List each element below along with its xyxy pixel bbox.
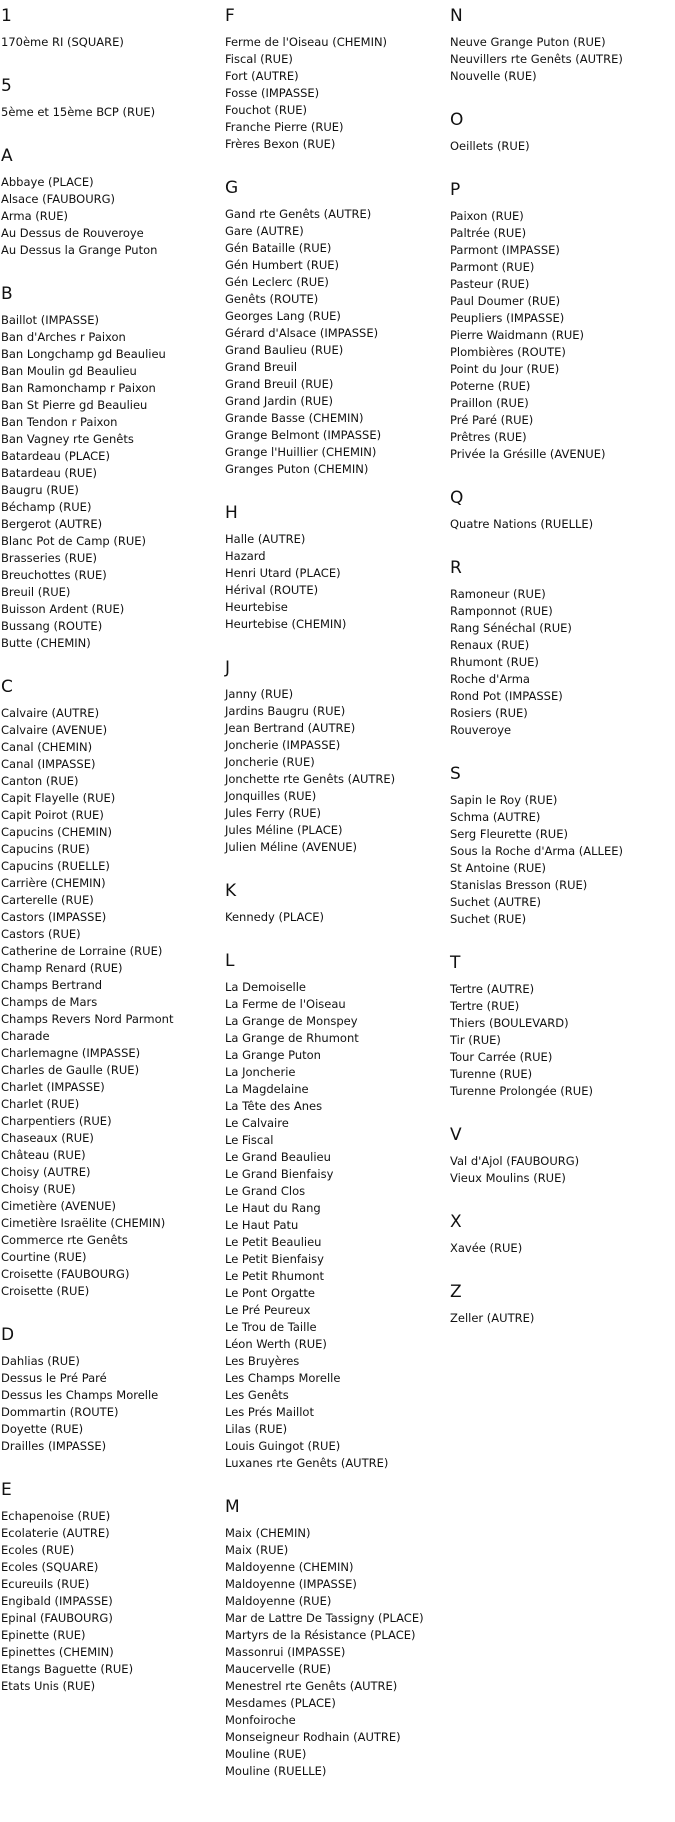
street-link[interactable]: Oeillets (RUE) — [450, 139, 530, 153]
street-link[interactable]: Baugru (RUE) — [1, 483, 79, 497]
street-link[interactable]: Tertre (AUTRE) — [450, 982, 535, 996]
street-link[interactable]: Champs Revers Nord Parmont — [1, 1012, 174, 1026]
street-link[interactable]: Praillon (RUE) — [450, 396, 529, 410]
letter-section — [225, 1495, 445, 1780]
letter-section — [450, 556, 670, 739]
street-link[interactable]: 5ème et 15ème BCP (RUE) — [1, 105, 156, 119]
street-link[interactable]: Breuil (RUE) — [1, 585, 71, 599]
street-link[interactable]: Tertre (RUE) — [450, 999, 520, 1013]
street-link[interactable]: Pasteur (RUE) — [450, 277, 530, 291]
street-link[interactable]: Ecolaterie (AUTRE) — [1, 1526, 110, 1540]
street-link[interactable]: Janny (RUE) — [225, 687, 294, 701]
street-link[interactable]: Peupliers (IMPASSE) — [450, 311, 565, 325]
street-link[interactable]: Paul Doumer (RUE) — [450, 294, 561, 308]
street-link[interactable]: Calvaire (AVENUE) — [1, 723, 108, 737]
street-link[interactable]: Dommartin (ROUTE) — [1, 1405, 119, 1419]
street-link[interactable]: Jonchette rte Genêts (AUTRE) — [225, 772, 396, 786]
street-link[interactable]: Calvaire (AUTRE) — [1, 706, 100, 720]
street-link[interactable]: Le Petit Bienfaisy — [225, 1252, 324, 1266]
letter-section — [450, 178, 670, 463]
section-letter-heading: T — [450, 953, 461, 973]
street-link[interactable]: Ban Tendon r Paixon — [1, 415, 118, 429]
street-link[interactable]: Cimetière Israëlite (CHEMIN) — [1, 1216, 166, 1230]
street-link[interactable]: Ban Vagney rte Genêts — [1, 432, 134, 446]
street-link[interactable]: Neuvillers rte Genêts (AUTRE) — [450, 52, 623, 66]
street-link[interactable]: Capit Flayelle (RUE) — [1, 791, 116, 805]
street-link[interactable]: Parmont (IMPASSE) — [450, 243, 560, 257]
street-link[interactable]: Parmont (RUE) — [450, 260, 535, 274]
street-link[interactable]: Paltrée (RUE) — [450, 226, 527, 240]
street-link[interactable]: Privée la Grésille (AVENUE) — [450, 447, 606, 461]
street-link[interactable]: Etats Unis (RUE) — [1, 1679, 96, 1693]
street-link[interactable]: Le Haut Patu — [225, 1218, 299, 1232]
street-link[interactable]: Les Prés Maillot — [225, 1405, 314, 1419]
street-link[interactable]: Maix (CHEMIN) — [225, 1526, 311, 1540]
street-link[interactable]: Fosse (IMPASSE) — [225, 86, 320, 100]
section-letter-heading: F — [225, 6, 235, 26]
street-link[interactable]: Rang Sénéchal (RUE) — [450, 621, 572, 635]
section-letter-heading: G — [225, 178, 239, 198]
street-link[interactable]: Ecoles (RUE) — [1, 1543, 75, 1557]
street-link[interactable]: Frères Bexon (RUE) — [225, 137, 336, 151]
section-letter-heading: P — [450, 180, 461, 200]
letter-section — [450, 1280, 670, 1327]
street-link[interactable]: Suchet (RUE) — [450, 912, 527, 926]
street-link[interactable]: La Magdelaine — [225, 1082, 309, 1096]
street-link[interactable]: Champ Renard (RUE) — [1, 961, 123, 975]
street-link[interactable]: Rhumont (RUE) — [450, 655, 539, 669]
street-link[interactable]: La Grange Puton — [225, 1048, 321, 1062]
letter-section — [1, 144, 221, 259]
street-link[interactable]: Halle (AUTRE) — [225, 532, 306, 546]
street-link[interactable]: Jonquilles (RUE) — [225, 789, 317, 803]
street-link[interactable]: Les Bruyères — [225, 1354, 300, 1368]
street-link[interactable]: Charlemagne (IMPASSE) — [1, 1046, 141, 1060]
street-link[interactable]: Léon Werth (RUE) — [225, 1337, 327, 1351]
street-link[interactable]: Bergerot (AUTRE) — [1, 517, 103, 531]
street-link[interactable]: Serg Fleurette (RUE) — [450, 827, 568, 841]
street-link[interactable]: Ecoles (SQUARE) — [1, 1560, 99, 1574]
street-link[interactable]: Ramoneur (RUE) — [450, 587, 546, 601]
street-link[interactable]: Louis Guingot (RUE) — [225, 1439, 341, 1453]
street-link[interactable]: Rouveroye — [450, 723, 512, 737]
street-link[interactable]: Au Dessus de Rouveroye — [1, 226, 144, 240]
street-link[interactable]: Tir (RUE) — [450, 1033, 501, 1047]
street-link[interactable]: Croisette (FAUBOURG) — [1, 1267, 130, 1281]
letter-section — [450, 108, 670, 155]
street-link[interactable]: Kennedy (PLACE) — [225, 910, 324, 924]
section-letter-heading: B — [1, 284, 13, 304]
street-link[interactable]: Commerce rte Genêts — [1, 1233, 128, 1247]
section-letter-heading: A — [1, 146, 13, 166]
section-letter-heading: Z — [450, 1282, 462, 1302]
street-link[interactable]: Pré Paré (RUE) — [450, 413, 534, 427]
street-link[interactable]: Heurtebise (CHEMIN) — [225, 617, 347, 631]
street-link[interactable]: Courtine (RUE) — [1, 1250, 87, 1264]
street-link[interactable]: Grange Belmont (IMPASSE) — [225, 428, 382, 442]
street-link[interactable]: Maix (RUE) — [225, 1543, 289, 1557]
street-link[interactable]: Roche d'Arma — [450, 672, 530, 686]
letter-section — [450, 951, 670, 1100]
street-link[interactable]: Baillot (IMPASSE) — [1, 313, 99, 327]
street-link[interactable]: Ecureuils (RUE) — [1, 1577, 90, 1591]
street-link[interactable]: Breuchottes (RUE) — [1, 568, 107, 582]
street-link[interactable]: Turenne (RUE) — [450, 1067, 533, 1081]
street-link[interactable]: Joncherie (RUE) — [225, 755, 315, 769]
letter-section — [1, 4, 221, 51]
street-link[interactable]: Doyette (RUE) — [1, 1422, 84, 1436]
section-letter-heading: M — [225, 1497, 240, 1517]
street-link[interactable]: Drailles (IMPASSE) — [1, 1439, 107, 1453]
street-link[interactable]: Le Grand Beaulieu — [225, 1150, 331, 1164]
street-link[interactable]: Jules Méline (PLACE) — [225, 823, 343, 837]
letter-section — [450, 1210, 670, 1257]
street-link[interactable]: Mesdames (PLACE) — [225, 1696, 336, 1710]
letter-section — [1, 1478, 221, 1695]
street-link[interactable]: Ban St Pierre gd Beaulieu — [1, 398, 148, 412]
street-link[interactable]: Grande Basse (CHEMIN) — [225, 411, 364, 425]
street-link[interactable]: Blanc Pot de Camp (RUE) — [1, 534, 147, 548]
street-link[interactable]: Charlet (RUE) — [1, 1097, 80, 1111]
section-letter-heading: L — [225, 951, 235, 971]
street-link[interactable]: Henri Utard (PLACE) — [225, 566, 341, 580]
street-link[interactable]: Mar de Lattre De Tassigny (PLACE) — [225, 1611, 424, 1625]
letter-section — [1, 1323, 221, 1455]
street-link[interactable]: Pierre Waidmann (RUE) — [450, 328, 584, 342]
street-link[interactable]: Au Dessus la Grange Puton — [1, 243, 158, 257]
street-link[interactable]: Castors (RUE) — [1, 927, 81, 941]
street-link[interactable]: Canal (CHEMIN) — [1, 740, 93, 754]
street-link[interactable]: Epinettes (CHEMIN) — [1, 1645, 114, 1659]
street-link[interactable]: Nouvelle (RUE) — [450, 69, 537, 83]
street-link[interactable]: Le Petit Beaulieu — [225, 1235, 322, 1249]
street-link[interactable]: Capucins (RUE) — [1, 842, 90, 856]
street-link[interactable]: Renaux (RUE) — [450, 638, 530, 652]
street-link[interactable]: Prêtres (RUE) — [450, 430, 527, 444]
section-letter-heading: X — [450, 1212, 462, 1232]
street-link[interactable]: Stanislas Bresson (RUE) — [450, 878, 588, 892]
street-link[interactable]: Jardins Baugru (RUE) — [225, 704, 346, 718]
street-link[interactable]: La Ferme de l'Oiseau — [225, 997, 346, 1011]
street-link[interactable]: Heurtebise — [225, 600, 288, 614]
street-link[interactable]: Epinette (RUE) — [1, 1628, 86, 1642]
letter-section — [225, 949, 445, 1472]
street-link[interactable]: Cimetière (AVENUE) — [1, 1199, 117, 1213]
street-link[interactable]: Dahlias (RUE) — [1, 1354, 80, 1368]
street-link[interactable]: Gare (AUTRE) — [225, 224, 304, 238]
street-link[interactable]: Capit Poirot (RUE) — [1, 808, 104, 822]
section-letter-heading: 1 — [1, 6, 12, 26]
street-link[interactable]: Brasseries (RUE) — [1, 551, 98, 565]
street-link[interactable]: Maldoyenne (IMPASSE) — [225, 1577, 357, 1591]
street-link[interactable]: Granges Puton (CHEMIN) — [225, 462, 369, 476]
street-link[interactable]: Le Grand Bienfaisy — [225, 1167, 334, 1181]
street-link[interactable]: Ban d'Arches r Paixon — [1, 330, 126, 344]
street-link[interactable]: Suchet (AUTRE) — [450, 895, 541, 909]
street-link[interactable]: Ramponnot (RUE) — [450, 604, 553, 618]
street-link[interactable]: Champs de Mars — [1, 995, 98, 1009]
section-letter-heading: N — [450, 6, 463, 26]
letter-section — [1, 74, 221, 121]
letter-section — [225, 501, 445, 633]
section-letter-heading: E — [1, 1480, 12, 1500]
street-link[interactable]: La Demoiselle — [225, 980, 307, 994]
street-link[interactable]: Charlet (IMPASSE) — [1, 1080, 105, 1094]
letter-section — [1, 282, 221, 652]
street-link[interactable]: Ferme de l'Oiseau (CHEMIN) — [225, 35, 388, 49]
street-link[interactable]: Turenne Prolongée (RUE) — [450, 1084, 593, 1098]
street-link[interactable]: Choisy (RUE) — [1, 1182, 76, 1196]
section-letter-heading: K — [225, 881, 237, 901]
street-link[interactable]: Monfoiroche — [225, 1713, 296, 1727]
street-link[interactable]: Poterne (RUE) — [450, 379, 531, 393]
street-link[interactable]: Epinal (FAUBOURG) — [1, 1611, 113, 1625]
street-link[interactable]: St Antoine (RUE) — [450, 861, 547, 875]
street-link[interactable]: Martyrs de la Résistance (PLACE) — [225, 1628, 416, 1642]
street-link[interactable]: Carterelle (RUE) — [1, 893, 94, 907]
street-link[interactable]: Le Fiscal — [225, 1133, 274, 1147]
street-link[interactable]: Fiscal (RUE) — [225, 52, 293, 66]
street-link[interactable]: Capucins (RUELLE) — [1, 859, 110, 873]
letter-section — [225, 176, 445, 478]
street-link[interactable]: La Grange de Monspey — [225, 1014, 358, 1028]
street-link[interactable]: Le Petit Rhumont — [225, 1269, 325, 1283]
street-link[interactable]: Castors (IMPASSE) — [1, 910, 107, 924]
street-link[interactable]: Point du Jour (RUE) — [450, 362, 560, 376]
street-link[interactable]: Batardeau (RUE) — [1, 466, 98, 480]
street-link[interactable]: Le Trou de Taille — [225, 1320, 317, 1334]
letter-section — [450, 1123, 670, 1187]
street-link[interactable]: Grand Jardin (RUE) — [225, 394, 333, 408]
street-link[interactable]: Jean Bertrand (AUTRE) — [225, 721, 356, 735]
index-column-2 — [225, 4, 445, 1803]
street-link[interactable]: La Tête des Anes — [225, 1099, 323, 1113]
street-link[interactable]: Maldoyenne (CHEMIN) — [225, 1560, 354, 1574]
section-letter-heading: C — [1, 677, 13, 697]
letter-section — [450, 4, 670, 85]
letter-section — [450, 486, 670, 533]
street-link[interactable]: Massonrui (IMPASSE) — [225, 1645, 346, 1659]
street-link[interactable]: Choisy (AUTRE) — [1, 1165, 91, 1179]
street-link[interactable]: Echapenoise (RUE) — [1, 1509, 111, 1523]
street-link[interactable]: Gén Leclerc (RUE) — [225, 275, 329, 289]
street-link[interactable]: Maucervelle (RUE) — [225, 1662, 332, 1676]
street-link[interactable]: Charpentiers (RUE) — [1, 1114, 112, 1128]
street-link[interactable]: Ban Longchamp gd Beaulieu — [1, 347, 166, 361]
street-link[interactable]: Plombières (ROUTE) — [450, 345, 566, 359]
letter-section — [225, 4, 445, 153]
street-link[interactable]: Dessus le Pré Paré — [1, 1371, 107, 1385]
street-link[interactable]: Gand rte Genêts (AUTRE) — [225, 207, 372, 221]
street-link[interactable]: Vieux Moulins (RUE) — [450, 1171, 566, 1185]
section-letter-heading: S — [450, 764, 461, 784]
street-link[interactable]: Schma (AUTRE) — [450, 810, 541, 824]
letter-section — [450, 762, 670, 928]
street-link[interactable]: Julien Méline (AVENUE) — [225, 840, 358, 854]
section-letter-heading: Q — [450, 488, 464, 508]
street-link[interactable]: Genêts (ROUTE) — [225, 292, 319, 306]
street-link[interactable]: Quatre Nations (RUELLE) — [450, 517, 594, 531]
street-link[interactable]: Canton (RUE) — [1, 774, 79, 788]
street-link[interactable]: Château (RUE) — [1, 1148, 86, 1162]
street-link[interactable]: Georges Lang (RUE) — [225, 309, 341, 323]
street-link[interactable]: Le Calvaire — [225, 1116, 289, 1130]
letter-section — [225, 879, 445, 926]
street-link[interactable]: Xavée (RUE) — [450, 1241, 523, 1255]
street-link[interactable]: Luxanes rte Genêts (AUTRE) — [225, 1456, 389, 1470]
street-link[interactable]: Hazard — [225, 549, 266, 563]
street-link[interactable]: Les Champs Morelle — [225, 1371, 341, 1385]
street-link[interactable]: Gén Bataille (RUE) — [225, 241, 332, 255]
section-letter-heading: V — [450, 1125, 462, 1145]
street-link[interactable]: Ban Moulin gd Beaulieu — [1, 364, 137, 378]
index-column-3 — [450, 4, 670, 1350]
letter-section — [1, 675, 221, 1300]
street-link[interactable]: Lilas (RUE) — [225, 1422, 288, 1436]
section-letter-heading: R — [450, 558, 462, 578]
street-link[interactable]: Alsace (FAUBOURG) — [1, 192, 116, 206]
street-link[interactable]: Rosiers (RUE) — [450, 706, 528, 720]
street-link[interactable]: Le Haut du Rang — [225, 1201, 321, 1215]
street-link[interactable]: Gén Humbert (RUE) — [225, 258, 339, 272]
section-letter-heading: D — [1, 1325, 15, 1345]
street-link[interactable]: Thiers (BOULEVARD) — [450, 1016, 569, 1030]
street-link[interactable]: Tour Carrée (RUE) — [450, 1050, 553, 1064]
street-link[interactable]: Batardeau (PLACE) — [1, 449, 110, 463]
letter-section — [225, 656, 445, 856]
street-link[interactable]: Champs Bertrand — [1, 978, 103, 992]
street-link[interactable]: Dessus les Champs Morelle — [1, 1388, 159, 1402]
street-link[interactable]: Val d'Ajol (FAUBOURG) — [450, 1154, 580, 1168]
street-link[interactable]: Hérival (ROUTE) — [225, 583, 319, 597]
street-link[interactable]: Le Pré Peureux — [225, 1303, 311, 1317]
street-link[interactable]: Mouline (RUELLE) — [225, 1764, 327, 1778]
street-link[interactable]: Menestrel rte Genêts (AUTRE) — [225, 1679, 398, 1693]
street-link[interactable]: Abbaye (PLACE) — [1, 175, 94, 189]
street-link[interactable]: Monseigneur Rodhain (AUTRE) — [225, 1730, 401, 1744]
street-link[interactable]: Engibald (IMPASSE) — [1, 1594, 113, 1608]
street-link[interactable]: Charade — [1, 1029, 50, 1043]
street-link[interactable]: Arma (RUE) — [1, 209, 68, 223]
street-link[interactable]: Etangs Baguette (RUE) — [1, 1662, 134, 1676]
street-link[interactable]: Grand Breuil (RUE) — [225, 377, 334, 391]
street-link[interactable]: Grange l'Huillier (CHEMIN) — [225, 445, 377, 459]
street-link[interactable]: Maldoyenne (RUE) — [225, 1594, 332, 1608]
street-link[interactable]: Rond Pot (IMPASSE) — [450, 689, 563, 703]
street-link[interactable]: Le Pont Orgatte — [225, 1286, 315, 1300]
street-link[interactable]: Gérard d'Alsace (IMPASSE) — [225, 326, 379, 340]
street-link[interactable]: Butte (CHEMIN) — [1, 636, 91, 650]
street-link[interactable]: Mouline (RUE) — [225, 1747, 307, 1761]
street-link[interactable]: 170ème RI (SQUARE) — [1, 35, 124, 49]
street-link[interactable]: Paixon (RUE) — [450, 209, 524, 223]
street-link[interactable]: La Grange de Rhumont — [225, 1031, 359, 1045]
street-link[interactable]: Fouchot (RUE) — [225, 103, 307, 117]
street-link[interactable]: Le Grand Clos — [225, 1184, 306, 1198]
street-link[interactable]: Ban Ramonchamp r Paixon — [1, 381, 156, 395]
section-letter-heading: H — [225, 503, 238, 523]
street-link[interactable]: Catherine de Lorraine (RUE) — [1, 944, 163, 958]
index-column-1 — [1, 4, 221, 1718]
section-letter-heading: J — [225, 658, 231, 678]
street-link[interactable]: Croisette (RUE) — [1, 1284, 90, 1298]
street-link[interactable]: Jules Ferry (RUE) — [225, 806, 322, 820]
street-link[interactable]: Canal (IMPASSE) — [1, 757, 96, 771]
street-link[interactable]: Carrière (CHEMIN) — [1, 876, 106, 890]
section-letter-heading: 5 — [1, 76, 12, 96]
street-link[interactable]: Capucins (CHEMIN) — [1, 825, 112, 839]
street-link[interactable]: Béchamp (RUE) — [1, 500, 92, 514]
street-link[interactable]: Bussang (ROUTE) — [1, 619, 103, 633]
street-link[interactable]: Grand Baulieu (RUE) — [225, 343, 344, 357]
street-link[interactable]: Buisson Ardent (RUE) — [1, 602, 125, 616]
street-link[interactable]: Charles de Gaulle (RUE) — [1, 1063, 140, 1077]
street-link[interactable]: Les Genêts — [225, 1388, 289, 1402]
street-link[interactable]: Franche Pierre (RUE) — [225, 120, 344, 134]
street-link[interactable]: Zeller (AUTRE) — [450, 1311, 535, 1325]
street-link[interactable]: Joncherie (IMPASSE) — [225, 738, 341, 752]
street-link[interactable]: Fort (AUTRE) — [225, 69, 299, 83]
street-link[interactable]: Chaseaux (RUE) — [1, 1131, 94, 1145]
street-link[interactable]: Sapin le Roy (RUE) — [450, 793, 558, 807]
street-link[interactable]: La Joncherie — [225, 1065, 296, 1079]
street-link[interactable]: Grand Breuil — [225, 360, 298, 374]
section-letter-heading: O — [450, 110, 464, 130]
street-link[interactable]: Neuve Grange Puton (RUE) — [450, 35, 606, 49]
street-link[interactable]: Sous la Roche d'Arma (ALLEE) — [450, 844, 623, 858]
